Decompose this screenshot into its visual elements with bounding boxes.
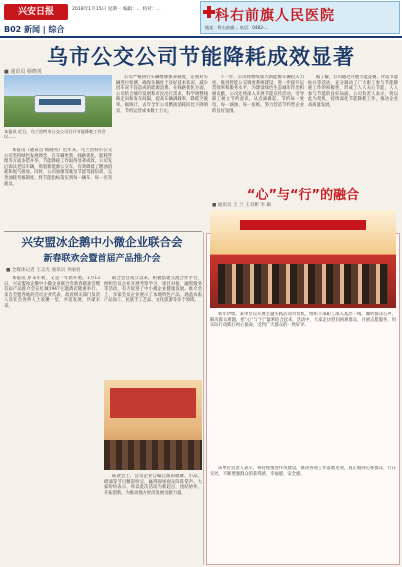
section-label: B02 新闻 | 综合 bbox=[4, 25, 65, 34]
byline-bus-company: ■ 通讯员 杨晓英 bbox=[4, 69, 42, 75]
header-rule bbox=[0, 36, 402, 38]
ad-contact: 地址：科右前旗... 电话：0482-... bbox=[205, 25, 269, 30]
ad-title: 科右前旗人民医院 bbox=[215, 8, 335, 24]
headline-heart-action: “心”与“行”的融合 bbox=[246, 188, 360, 203]
event-photo bbox=[210, 210, 396, 308]
article2-col2: 联合会自成立以来，积极搭建交流合作平台，组织会员企业开展考察学习、项目对接、融资服务等活动，有力促进了中小微企业健康发展。推介会上，多家会员企业展示了本地特色产品，涵盖农畜产品加工、民族手工艺品、文化旅游等多个领域。 bbox=[104, 276, 202, 304]
newspaper-logo: 兴安日报 bbox=[4, 4, 68, 20]
article2-col1: 本报讯 岁末年初，又是一年新开始。1月13日，兴安盟冰企鹅中小微企业联合会新春联欢会暨首届产品推介会在红城1947主题酒店隆重举行。来自全盟各地的会员企业代表、政府相关部门负责人及社会各界人士欢聚一堂，共话发展，共谋未来。 bbox=[4, 276, 100, 309]
gala-photo bbox=[104, 380, 202, 470]
bus-shape bbox=[34, 95, 86, 113]
hospital-ad bbox=[200, 1, 400, 34]
subhead-association: 新春联欢会暨首届产品推介会 bbox=[43, 254, 161, 264]
headline-bus-company: 乌市公交公司节能降耗成效显著 bbox=[47, 45, 355, 69]
stage-shape bbox=[110, 388, 196, 418]
medical-cross-icon bbox=[203, 6, 215, 18]
article1-col4: 据了解，公司通过开展节能竞赛、评选节能标兵等活动，充分调动了广大职工参与节能降耗工作的积极性，形成了人人关心节能、人人参与节能的良好局面。公司负责人表示，将以此为契机，持续深化节能降耗工作，推动企业高质量发展。 bbox=[308, 75, 398, 108]
bus-photo-caption: 本报讯 近日，乌兰浩特市公交公司召开节能降耗工作会议…… bbox=[4, 129, 106, 140]
column-divider bbox=[203, 232, 204, 565]
crowd-shape bbox=[104, 440, 202, 470]
dateline: 2018年1月15日 星期一 编辑：... 校对：... bbox=[72, 7, 161, 12]
article2-col3: 联欢会上，会员企业自编自演的歌舞、小品、朗诵等节目精彩纷呈，赢得现场观众阵阵掌声。大家纷纷表示，将以此次活动为新起点，团结协作，开拓创新，为推动地方经济发展贡献力量。 bbox=[104, 474, 202, 496]
article3-col1: 新年伊始，某单位以开展主题实践活动为契机，组织干部职工深入基层一线，倾听群众心声，解决群众难题，把“心”与“行”紧密结合起来。活动中，大家走访慰问困难群众，开展志愿服务，用实际行动践行初心使命，受到广大群众的一致好评。 bbox=[210, 312, 396, 329]
bus-photo bbox=[4, 75, 112, 127]
article3-col2: 该单位负责人表示，将持续推进作风建设，推动各项工作落地见效，真正做到心系群众、行在实处，不断增强群众的获得感、幸福感、安全感。 bbox=[210, 466, 396, 477]
headline-association: 兴安盟冰企鹅中小微企业联合会 bbox=[21, 235, 183, 249]
article1-col2: 公司严格执行车辆维修保养制度，定期对车辆进行检测，确保车辆处于良好技术状况，减少因车况不良造成的能源浪费。在线路优化方面，公司结合城市发展和市民出行需求，科学调整线路走向和发车间隔，提高车辆满载率，降低空驶率。据统计，去年全年公司燃油消耗同比下降明显，节约运营成本数十万元。 bbox=[116, 75, 208, 114]
divider bbox=[4, 231, 202, 232]
article1-col1: 本报讯（通讯员 杨晓英）近年来，乌兰浩特市公交公司坚持绿色发展理念，在车辆更新、线路优化、能耗管理等方面多措并举，节能降耗工作取得显著成效。公司先后淘汰老旧车辆，购置新能源公交车，有效降低了燃油消耗和尾气排放。同时，公司加强驾驶员节能驾驶培训，完善油耗考核制度，将节能指标落实到每一辆车、每一名驾驶员。 bbox=[4, 148, 112, 187]
article1-col3: 下一步，公司将继续加大新能源车辆投入力度，推进智能公交调度系统建设，进一步提升运营效率和服务水平，为建设绿色生态城市作出积极贡献。公司还将深入开展节能宣传活动，引导职工树立节约意识，从点滴做起，节约每一度电、每一滴油、每一张纸，努力营造节约型企业的良好氛围。 bbox=[212, 75, 304, 114]
people-shape bbox=[218, 264, 388, 304]
masthead bbox=[0, 0, 402, 40]
byline-association: ■ 全媒体记者 王志光 通讯员 李丽君 bbox=[6, 268, 81, 273]
byline-heart-action: ■ 通讯员 王 兰 王双彬 李 颖 bbox=[212, 203, 272, 208]
banner-shape bbox=[240, 220, 366, 230]
